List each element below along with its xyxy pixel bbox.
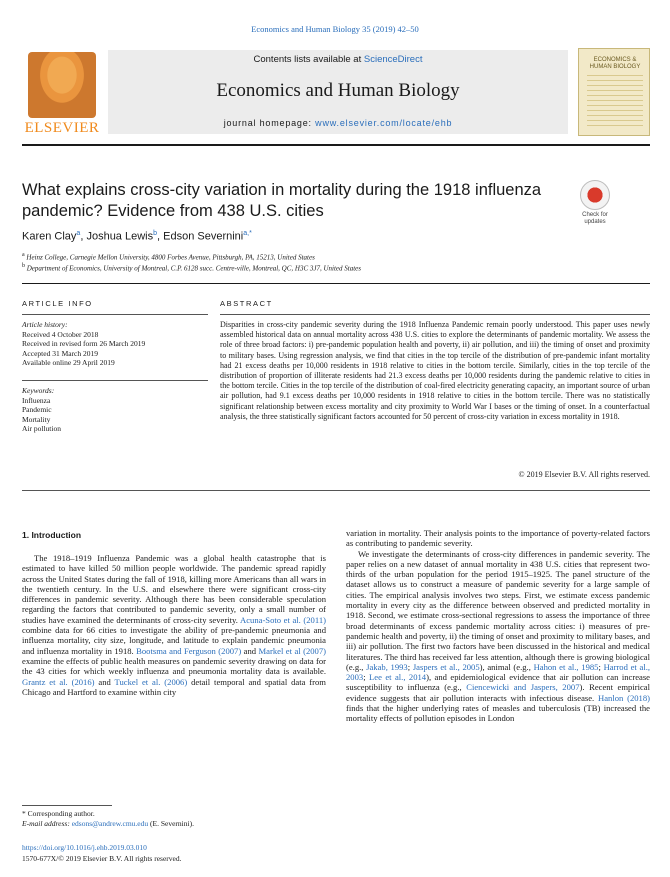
article-history: [22, 320, 208, 368]
article-title: What explains cross-city variation in mortality during the 1918 influenza pandemic? Evidence from 438 U.S. cities: [22, 181, 542, 220]
homepage-line: [108, 118, 568, 128]
abstract-copyright: © 2019 Elsevier B.V. All rights reserved.: [518, 470, 650, 479]
journal-name: Economics and Human Biology: [216, 80, 460, 101]
affiliation-text: Department of Economics, University of Montreal, C.P. 6128 succ. Centre-ville, Montreal, QC, H3C 3J7, United States: [26, 264, 362, 273]
homepage-link[interactable]: www.elsevier.com/locate/ehb: [315, 118, 453, 128]
header-divider: [22, 144, 650, 146]
reference-link[interactable]: Hahon et al., 1985: [533, 661, 599, 672]
keyword: Air pollution: [22, 424, 61, 433]
paragraph-text: ;: [407, 661, 413, 672]
corresponding-author-note: * Corresponding author.: [22, 809, 95, 818]
journal-banner: [108, 50, 568, 134]
email-suffix: (E. Severnini).: [148, 819, 194, 828]
reference-link[interactable]: Bootsma and Ferguson (2007): [136, 645, 242, 656]
sciencedirect-link[interactable]: ScienceDirect: [363, 54, 423, 65]
keywords: [22, 386, 208, 434]
paragraph-text: ;: [363, 672, 370, 683]
crossmark-icon[interactable]: [580, 180, 610, 210]
elsevier-tree-icon: [28, 52, 96, 118]
elsevier-logo[interactable]: [22, 48, 102, 140]
introduction-heading: 1. Introduction: [22, 530, 82, 540]
affiliation-sup: a: [22, 252, 25, 258]
reference-link[interactable]: Hanlon (2018): [598, 692, 650, 703]
reference-link[interactable]: Tuckel et al. (2006): [114, 676, 188, 687]
paragraph-text: ), and epidemiological evidence that air pollution can increase susceptibility to influenza (e.g.,: [346, 672, 650, 693]
footnote-divider: [22, 805, 112, 806]
history-item: Received 4 October 2018: [22, 329, 99, 339]
body-column-right: [346, 528, 650, 724]
affiliation: [22, 252, 315, 261]
section-divider: [22, 283, 650, 284]
info-divider: [22, 380, 208, 381]
doi-link[interactable]: https://doi.org/10.1016/j.ehb.2019.03.010: [22, 843, 147, 852]
paragraph-text: ), animal (e.g.,: [479, 661, 534, 672]
body-column-left: [22, 553, 326, 697]
paragraph: [346, 549, 650, 724]
reference-link[interactable]: Harrod et al., 2003: [346, 661, 650, 683]
history-item: Accepted 31 March 2019: [22, 348, 99, 358]
reference-link[interactable]: Jakab, 1993: [366, 661, 408, 672]
author-name[interactable]: Joshua Lewis: [86, 230, 154, 243]
reference-link[interactable]: Jaspers et al., 2005: [412, 661, 480, 672]
author-list: Karen Clay$^a$, Joshua Lewis$^b$, Edson Severnini$^{a,*}$: [22, 230, 252, 243]
affiliation: [22, 263, 361, 272]
footnote: [22, 809, 194, 829]
paragraph-text: examine the effects of public health measures on pandemic severity drawing on data for the 43 cities for which weekly influenza and pneumonia mortality data is available.: [22, 655, 326, 677]
cover-title: ECONOMICS & HUMAN BIOLOGY: [589, 57, 641, 70]
history-item: Available online 29 April 2019: [22, 358, 115, 367]
crossmark-label[interactable]: Check for updates: [582, 212, 608, 225]
paragraph-text: ;: [598, 661, 604, 672]
affiliation-text: Heinz College, Carnegie Mellon University, 4800 Forbes Avenue, Pittsburgh, PA, 15213, United States: [26, 253, 315, 262]
abstract-text: Disparities in cross-city pandemic severity during the 1918 Influenza Pandemic remain poorly understood. This paper uses newly assembled historical data on annual mortality across 438 U.S. cities to explore the determinants of pandemic mortality. We assess the role of three broad factors: i) pre-pandemic population health and poverty, ii) air pollution, and iii) the timing of onset and proximity to military bases. Using regression analysis, we find that cities in the top tercile of the distribution of pre-pandemic infant mortality had 21 excess deaths per 10,000 residents in 1918 relative to cities in the bottom tercile. Similarly, cities in the top tercile of the distribution of proportion of illiterate residents had 21.3 excess deaths per 10,000 residents during the pandemic relative to cities in the bottom tercile. Cities in the top tercile of the distribution of coal-fired electricity generating capacity, an important source of urban air pollution, had 9.1 excess deaths per 10,000 residents in 1918 relative to cities in the bottom tercile. There was no statistically significant relationship between excess mortality and city proximity to World War I bases or the timing of onset. In a counterfactual analysis, the three statistically significant factors accounted for 50 percent of cross-city variation in excess mortality in 1918.: [220, 320, 650, 421]
cover-decoration: [587, 75, 643, 129]
paragraph-text: The 1918–1919 Influenza Pandemic was a global health catastrophe that is estimated to have killed 50 million people worldwide. The pandemic spread rapidly across the United States during the fall of 1918, killing more Americans than all wars in the twentieth century. In the U.S. and elsewhere there were significant cross-city differences in pandemic severity. Although there has been considerable speculation regarding the factors that contributed to pandemic severity, only a small number of studies have examined the determinants of cross-city severity.: [22, 553, 326, 625]
history-item: Received in revised form 26 March 2019: [22, 339, 146, 348]
author-affil-sup[interactable]: a,*: [243, 230, 252, 237]
affiliation-sup: b: [22, 263, 25, 269]
elsevier-wordmark: ELSEVIER: [24, 120, 100, 136]
paragraph-text: and: [241, 645, 259, 656]
journal-header: [22, 48, 650, 140]
keyword: Mortality: [22, 414, 51, 424]
paragraph-text: We investigate the determinants of cross-city differences in pandemic severity. The paper relies on a new dataset of annual mortality in 438 U.S. cities that represent two-thirds of the urban population for the period 1915–1925. The panel structure of the dataset allows us to construct a measure of pandemic severity for a large sample of cities. The empirical analysis involves two steps. First, we estimate excess pandemic mortality in every city as the difference between observed and predicted mortality in 1918. Second, we estimate cross-sectional regressions to assess the importance of three broad determinants of excess pandemic mortality across cities: i) measures of pre-pandemic health and poverty, ii) the timing of onset and proximity to military bases, and iii) air pollution. The first two factors have been discussed in the historical and medical literatures. The third has received far less attention, although there is growing biological (e.g.,: [346, 548, 650, 672]
email-label: E-mail address:: [22, 819, 72, 828]
abstract-heading: ABSTRACT: [220, 299, 273, 308]
paragraph-text: finds that the higher underlying rates of measles and tuberculosis (TB) increased the mortality effects of pollution episodes in London: [346, 703, 650, 724]
doi-block: [22, 843, 182, 864]
paragraph: variation in mortality. Their analysis points to the importance of poverty-related factors as contributing to pandemic severity.: [346, 528, 650, 549]
reference-link[interactable]: Acuna-Soto et al. (2011): [240, 614, 326, 625]
keyword: Pandemic: [22, 405, 52, 414]
journal-cover-thumbnail[interactable]: [578, 48, 650, 136]
author-affil-sup[interactable]: a: [76, 230, 81, 237]
paragraph-text: and: [94, 676, 115, 687]
paragraph-text: ). Recent empirical evidence suggests that air pollution interacts with infectious disease.: [346, 682, 650, 703]
abstract-bottom-divider: [22, 490, 650, 491]
paragraph-text: detail temporal and spatial data from Chicago and Hartford to examine within city: [22, 676, 326, 697]
info-divider: [22, 314, 208, 315]
contents-line: [108, 54, 568, 65]
reference-link[interactable]: Grantz et al. (2016): [22, 676, 95, 687]
issn-line: 1570-677X/© 2019 Elsevier B.V. All rights reserved.: [22, 853, 182, 863]
abstract-divider: [220, 314, 650, 315]
contents-prefix: Contents lists available at: [253, 54, 364, 65]
reference-link[interactable]: Ciencewicki and Jaspers, 2007: [466, 682, 580, 693]
journal-citation[interactable]: Economics and Human Biology 35 (2019) 42–50: [251, 24, 419, 34]
email-line: [22, 819, 194, 829]
author-name[interactable]: Edson Severnini: [163, 230, 244, 243]
email-link[interactable]: edsons@andrew.cmu.edu: [71, 819, 149, 828]
reference-link[interactable]: Markel et al (2007): [258, 645, 327, 656]
article-info-heading: ARTICLE INFO: [22, 299, 93, 308]
keywords-label: Keywords:: [22, 386, 55, 395]
author-affil-sup[interactable]: b: [153, 230, 158, 237]
history-label: Article history:: [22, 320, 68, 329]
paragraph-text: combine data for 66 cities to investigate the ability of pre-pandemic pneumonia and influenza mortality, city size, longitude, and latitude to explain pandemic pneumonia and influenza mortality in 1918.: [22, 625, 326, 656]
author-name[interactable]: Karen Clay: [22, 230, 77, 243]
paragraph: [22, 553, 326, 697]
keyword: Influenza: [22, 395, 51, 405]
homepage-prefix: journal homepage:: [223, 118, 316, 128]
reference-link[interactable]: Lee et al., 2014: [369, 672, 427, 683]
